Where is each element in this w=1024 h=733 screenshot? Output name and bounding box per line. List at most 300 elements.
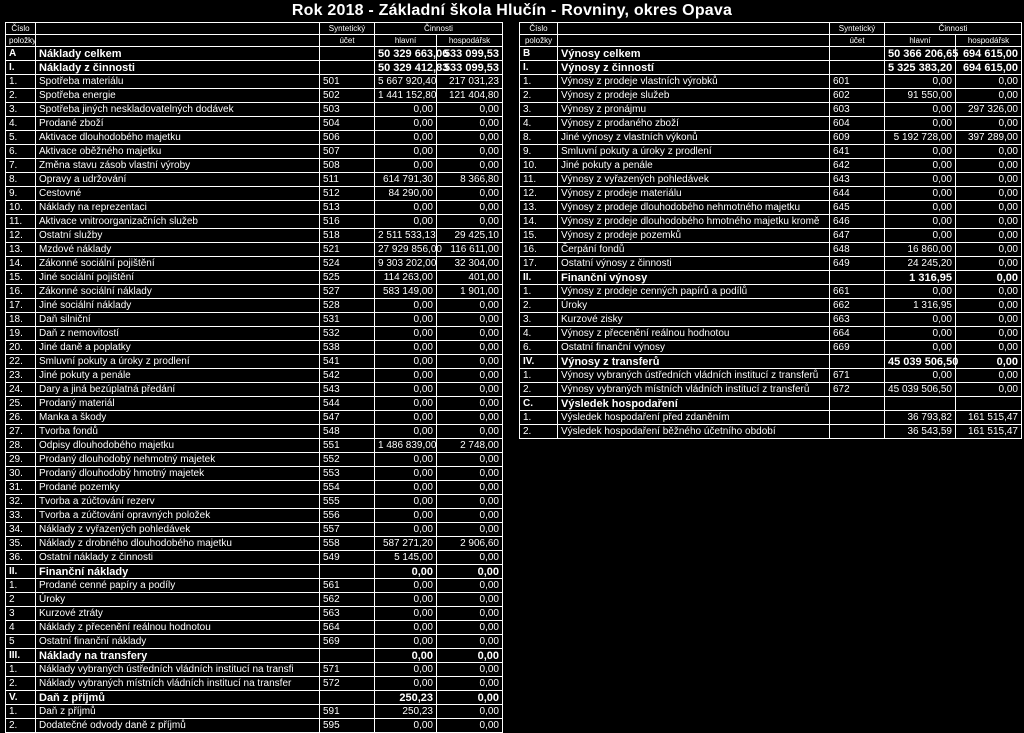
- item-name: Daň silniční: [36, 313, 320, 327]
- main-activity-value: 0,00: [375, 481, 437, 495]
- account-number: [830, 425, 885, 439]
- main-activity-value: 0,00: [375, 663, 437, 677]
- account-number: 647: [830, 229, 885, 243]
- item-name: Jiné pokuty a penále: [36, 369, 320, 383]
- table-row: [6, 243, 503, 257]
- item-number: 25.: [6, 397, 36, 411]
- item-name: Spotřeba jiných neskladovatelných dodávek: [36, 103, 320, 117]
- economic-activity-value: 0,00: [437, 509, 503, 523]
- item-number: 2.: [520, 89, 558, 103]
- account-number: 671: [830, 369, 885, 383]
- item-number: 10.: [6, 201, 36, 215]
- item-name: Výsledek hospodaření před zdaněním: [558, 411, 830, 425]
- item-name: Náklady z činnosti: [36, 61, 320, 75]
- table-row: [6, 61, 503, 75]
- table-row: [6, 663, 503, 677]
- account-number: 556: [320, 509, 375, 523]
- account-number: 563: [320, 607, 375, 621]
- table-row: [6, 285, 503, 299]
- main-activity-value: 614 791,30: [375, 173, 437, 187]
- main-activity-value: 0,00: [885, 327, 956, 341]
- main-activity-value: 0,00: [375, 201, 437, 215]
- item-number-header-2: položky: [520, 35, 558, 47]
- main-activity-value: 24 245,20: [885, 257, 956, 271]
- item-name: Výnosy z prodeje materiálu: [558, 187, 830, 201]
- item-name: Náklady vybraných ústředních vládních institucí na transfi: [36, 663, 320, 677]
- economic-activity-value: 29 425,10: [437, 229, 503, 243]
- item-number: A: [6, 47, 36, 61]
- item-name: Dary a jiná bezúplatná předání: [36, 383, 320, 397]
- table-row: [520, 229, 1022, 243]
- item-name-header-2: [558, 35, 830, 47]
- table-row: [6, 201, 503, 215]
- main-activity-value: 0,00: [375, 649, 437, 663]
- table-row: [520, 201, 1022, 215]
- account-number: 524: [320, 257, 375, 271]
- table-row: [6, 719, 503, 733]
- account-number: 603: [830, 103, 885, 117]
- account-number: 531: [320, 313, 375, 327]
- economic-activity-value: 0,00: [437, 565, 503, 579]
- item-number: 2: [6, 593, 36, 607]
- account-number: 553: [320, 467, 375, 481]
- main-activity-value: 0,00: [885, 229, 956, 243]
- main-activity-value: 50 366 206,65: [885, 47, 956, 61]
- item-number: B: [520, 47, 558, 61]
- economic-activity-value: 0,00: [437, 635, 503, 649]
- economic-activity-value: 533 099,53: [437, 61, 503, 75]
- item-number: 11.: [6, 215, 36, 229]
- main-activity-value: 84 290,00: [375, 187, 437, 201]
- item-number: 1.: [520, 75, 558, 89]
- item-number: IV.: [520, 355, 558, 369]
- account-number: 554: [320, 481, 375, 495]
- main-activity-value: 0,00: [885, 159, 956, 173]
- item-name: Kurzové zisky: [558, 313, 830, 327]
- economic-activity-value: 0,00: [956, 187, 1022, 201]
- table-row: [6, 425, 503, 439]
- item-number: 2.: [6, 677, 36, 691]
- table-row: [6, 313, 503, 327]
- economic-activity-value: 0,00: [956, 201, 1022, 215]
- account-number: 538: [320, 341, 375, 355]
- economic-activity-value: 0,00: [437, 187, 503, 201]
- item-number: 28.: [6, 439, 36, 453]
- economic-activity-value: 161 515,47: [956, 411, 1022, 425]
- item-name: Náklady z drobného dlouhodobého majetku: [36, 537, 320, 551]
- account-number: 661: [830, 285, 885, 299]
- item-name: Náklady z přecenění reálnou hodnotou: [36, 621, 320, 635]
- economic-activity-value: 0,00: [437, 677, 503, 691]
- table-row: [6, 383, 503, 397]
- item-name: Náklady celkem: [36, 47, 320, 61]
- account-number: 542: [320, 369, 375, 383]
- account-number: 548: [320, 425, 375, 439]
- costs-header-row-1: [6, 23, 503, 35]
- account-number: [320, 565, 375, 579]
- item-number: 8.: [520, 131, 558, 145]
- revenues-table-body: [520, 47, 1022, 439]
- item-number: 4.: [520, 327, 558, 341]
- main-activity-value: 45 039 506,50: [885, 355, 956, 369]
- item-number: 6.: [520, 341, 558, 355]
- table-row: [6, 635, 503, 649]
- item-name: Náklady na transfery: [36, 649, 320, 663]
- item-number: 2.: [520, 299, 558, 313]
- table-row: [6, 215, 503, 229]
- table-row: [520, 117, 1022, 131]
- main-activity-value: 114 263,00: [375, 271, 437, 285]
- economic-activity-value: 32 304,00: [437, 257, 503, 271]
- economic-activity-value: 0,00: [437, 495, 503, 509]
- economic-activity-value: 0,00: [437, 145, 503, 159]
- main-activity-value: 0,00: [375, 453, 437, 467]
- main-activity-value: 0,00: [375, 145, 437, 159]
- main-activity-value: 1 316,95: [885, 299, 956, 313]
- account-number: 643: [830, 173, 885, 187]
- item-number: V.: [6, 691, 36, 705]
- item-number: 13.: [6, 243, 36, 257]
- item-number: 2.: [520, 383, 558, 397]
- item-name: Prodaný dlouhodobý hmotný majetek: [36, 467, 320, 481]
- economic-activity-value: 0,00: [437, 593, 503, 607]
- account-number: [830, 355, 885, 369]
- main-activity-value: 0,00: [885, 145, 956, 159]
- economic-activity-value: 0,00: [437, 159, 503, 173]
- account-number: 502: [320, 89, 375, 103]
- main-activity-value: 0,00: [375, 579, 437, 593]
- main-activity-value: 0,00: [375, 607, 437, 621]
- main-activity-value: 1 316,95: [885, 271, 956, 285]
- account-number: 609: [830, 131, 885, 145]
- item-name: Tvorba a zúčtování opravných položek: [36, 509, 320, 523]
- table-row: [6, 537, 503, 551]
- item-name: Výnosy z prodeje pozemků: [558, 229, 830, 243]
- table-row: [520, 327, 1022, 341]
- item-number: 12.: [6, 229, 36, 243]
- account-number: 664: [830, 327, 885, 341]
- table-row: [6, 355, 503, 369]
- table-row: [520, 131, 1022, 145]
- main-activity-value: 50 329 663,06: [375, 47, 437, 61]
- account-number: [320, 47, 375, 61]
- account-number: [320, 61, 375, 75]
- main-activity-value: 0,00: [885, 173, 956, 187]
- economic-activity-value: 0,00: [437, 131, 503, 145]
- item-name: Výnosy z prodeje dlouhodobého nehmotného majetku: [558, 201, 830, 215]
- account-number: 662: [830, 299, 885, 313]
- table-row: [6, 47, 503, 61]
- account-number: 501: [320, 75, 375, 89]
- account-number: 645: [830, 201, 885, 215]
- table-row: [6, 229, 503, 243]
- item-name: Výnosy vybraných ústředních vládních institucí z transferů: [558, 369, 830, 383]
- item-name: Jiné daně a poplatky: [36, 341, 320, 355]
- item-number: 31.: [6, 481, 36, 495]
- synthetic-account-header: Syntetický: [320, 23, 375, 35]
- table-row: [6, 397, 503, 411]
- table-row: [520, 159, 1022, 173]
- account-number: 561: [320, 579, 375, 593]
- account-number: 571: [320, 663, 375, 677]
- main-activity-value: 50 329 412,83: [375, 61, 437, 75]
- item-name: Finanční výnosy: [558, 271, 830, 285]
- table-row: [520, 299, 1022, 313]
- main-activity-value: 0,00: [375, 103, 437, 117]
- main-activity-value: 0,00: [375, 313, 437, 327]
- account-number: 641: [830, 145, 885, 159]
- economic-activity-value: 0,00: [437, 299, 503, 313]
- economic-activity-value: 0,00: [437, 579, 503, 593]
- table-row: [6, 607, 503, 621]
- main-activity-value: 250,23: [375, 705, 437, 719]
- account-number: 513: [320, 201, 375, 215]
- item-name: Prodané pozemky: [36, 481, 320, 495]
- table-row: [6, 495, 503, 509]
- economic-activity-value: 0,00: [956, 313, 1022, 327]
- item-name: Mzdové náklady: [36, 243, 320, 257]
- table-row: [520, 425, 1022, 439]
- item-name: Dodatečné odvody daně z příjmů: [36, 719, 320, 733]
- economic-activity-value: 0,00: [437, 481, 503, 495]
- account-number: 644: [830, 187, 885, 201]
- economic-activity-value: 0,00: [437, 551, 503, 565]
- item-number: 2.: [520, 425, 558, 439]
- activities-header: Činnosti: [375, 23, 503, 35]
- account-number: 528: [320, 299, 375, 313]
- item-number: 26.: [6, 411, 36, 425]
- main-activity-value: 36 543,59: [885, 425, 956, 439]
- main-activity-value: 1 486 839,00: [375, 439, 437, 453]
- item-number: 27.: [6, 425, 36, 439]
- item-name: Smluvní pokuty a úroky z prodlení: [558, 145, 830, 159]
- costs-header-row-2: [6, 35, 503, 47]
- account-number: 663: [830, 313, 885, 327]
- item-name: Prodaný dlouhodobý nehmotný majetek: [36, 453, 320, 467]
- main-activity-value: 0,00: [375, 397, 437, 411]
- item-name-header-2: [36, 35, 320, 47]
- table-row: [6, 621, 503, 635]
- item-name: Kurzové ztráty: [36, 607, 320, 621]
- account-number: 601: [830, 75, 885, 89]
- account-number: [320, 649, 375, 663]
- economic-activity-value: 694 615,00: [956, 61, 1022, 75]
- main-activity-value: 0,00: [375, 523, 437, 537]
- item-name: Ostatní výnosy z činnosti: [558, 257, 830, 271]
- table-row: [6, 705, 503, 719]
- economic-activity-value: 0,00: [956, 145, 1022, 159]
- item-number: II.: [6, 565, 36, 579]
- main-activity-value: 5 325 383,20: [885, 61, 956, 75]
- main-activity-value: 0,00: [885, 117, 956, 131]
- economic-activity-value: 0,00: [437, 103, 503, 117]
- main-activity-value: 36 793,82: [885, 411, 956, 425]
- item-name: Výnosy vybraných místních vládních institucí z transferů: [558, 383, 830, 397]
- economic-activity-value: 161 515,47: [956, 425, 1022, 439]
- item-number: 17.: [6, 299, 36, 313]
- main-activity-value: 0,00: [375, 621, 437, 635]
- table-row: [6, 649, 503, 663]
- item-number: 8.: [6, 173, 36, 187]
- economic-activity-value: 0,00: [437, 467, 503, 481]
- account-number: 572: [320, 677, 375, 691]
- account-number: 604: [830, 117, 885, 131]
- economic-activity-value: 0,00: [437, 201, 503, 215]
- economic-activity-header: hospodářsk: [956, 35, 1022, 47]
- item-number: 4.: [520, 117, 558, 131]
- table-row: [6, 145, 503, 159]
- economic-activity-value: 0,00: [437, 621, 503, 635]
- table-row: [520, 383, 1022, 397]
- account-number: [320, 691, 375, 705]
- account-number: 649: [830, 257, 885, 271]
- item-number: 29.: [6, 453, 36, 467]
- account-number: 564: [320, 621, 375, 635]
- main-activity-value: 0,00: [375, 425, 437, 439]
- item-number: 10.: [520, 159, 558, 173]
- item-name: Úroky: [36, 593, 320, 607]
- account-number: 549: [320, 551, 375, 565]
- table-row: [6, 593, 503, 607]
- table-row: [520, 411, 1022, 425]
- account-number: [830, 397, 885, 411]
- main-activity-value: 0,00: [375, 341, 437, 355]
- revenues-header-row-2: [520, 35, 1022, 47]
- economic-activity-header: hospodářsk: [437, 35, 503, 47]
- item-name: Náklady na reprezentaci: [36, 201, 320, 215]
- account-number: 595: [320, 719, 375, 733]
- economic-activity-value: 121 404,80: [437, 89, 503, 103]
- item-number: 5: [6, 635, 36, 649]
- table-row: [6, 467, 503, 481]
- economic-activity-value: 0,00: [437, 355, 503, 369]
- economic-activity-value: 0,00: [956, 159, 1022, 173]
- item-number: 3.: [6, 103, 36, 117]
- item-number: 24.: [6, 383, 36, 397]
- item-number: 16.: [6, 285, 36, 299]
- economic-activity-value: 0,00: [956, 271, 1022, 285]
- table-row: [520, 313, 1022, 327]
- item-name: Tvorba fondů: [36, 425, 320, 439]
- main-activity-value: 0,00: [375, 467, 437, 481]
- table-row: [6, 411, 503, 425]
- economic-activity-value: 1 901,00: [437, 285, 503, 299]
- item-name: Daň z příjmů: [36, 705, 320, 719]
- economic-activity-value: 217 031,23: [437, 75, 503, 89]
- account-number: 512: [320, 187, 375, 201]
- account-number: 525: [320, 271, 375, 285]
- costs-table: [5, 22, 503, 733]
- item-number: 15.: [6, 271, 36, 285]
- main-activity-value: 0,00: [375, 159, 437, 173]
- account-number: 508: [320, 159, 375, 173]
- main-activity-value: 27 929 856,00: [375, 243, 437, 257]
- economic-activity-value: 0,00: [956, 355, 1022, 369]
- table-row: [520, 103, 1022, 117]
- item-name: Zákonné sociální náklady: [36, 285, 320, 299]
- item-name: Výnosy z transferů: [558, 355, 830, 369]
- item-name-header: [558, 23, 830, 35]
- account-number: 557: [320, 523, 375, 537]
- economic-activity-value: 8 366,80: [437, 173, 503, 187]
- economic-activity-value: 0,00: [956, 229, 1022, 243]
- main-activity-value: 0,00: [375, 593, 437, 607]
- economic-activity-value: [956, 397, 1022, 411]
- account-number: 602: [830, 89, 885, 103]
- table-row: [520, 47, 1022, 61]
- economic-activity-value: 0,00: [956, 285, 1022, 299]
- main-activity-value: 45 039 506,50: [885, 383, 956, 397]
- item-number: 33.: [6, 509, 36, 523]
- economic-activity-value: 0,00: [956, 215, 1022, 229]
- revenues-table: [519, 22, 1022, 439]
- item-number: 35.: [6, 537, 36, 551]
- economic-activity-value: 116 611,00: [437, 243, 503, 257]
- economic-activity-value: 401,00: [437, 271, 503, 285]
- table-row: [6, 173, 503, 187]
- table-row: [6, 341, 503, 355]
- table-row: [6, 131, 503, 145]
- item-number: 16.: [520, 243, 558, 257]
- main-activity-value: 0,00: [375, 635, 437, 649]
- item-number: 3.: [520, 313, 558, 327]
- economic-activity-value: 694 615,00: [956, 47, 1022, 61]
- main-activity-value: 0,00: [885, 215, 956, 229]
- item-number: 9.: [6, 187, 36, 201]
- item-name: Náklady vybraných místních vládních institucí na transfer: [36, 677, 320, 691]
- table-row: [6, 481, 503, 495]
- item-number: 19.: [6, 327, 36, 341]
- table-row: [6, 103, 503, 117]
- economic-activity-value: 0,00: [437, 607, 503, 621]
- main-activity-value: [885, 397, 956, 411]
- item-number: 1.: [6, 75, 36, 89]
- item-number: 13.: [520, 201, 558, 215]
- account-number: [830, 47, 885, 61]
- item-number: 18.: [6, 313, 36, 327]
- economic-activity-value: 0,00: [956, 299, 1022, 313]
- table-row: [520, 61, 1022, 75]
- main-activity-value: 0,00: [375, 369, 437, 383]
- table-row: [520, 215, 1022, 229]
- item-name: Opravy a udržování: [36, 173, 320, 187]
- main-activity-value: 250,23: [375, 691, 437, 705]
- table-row: [520, 187, 1022, 201]
- main-activity-header: hlavní: [375, 35, 437, 47]
- item-number: 14.: [6, 257, 36, 271]
- economic-activity-value: 0,00: [956, 369, 1022, 383]
- main-activity-value: 16 860,00: [885, 243, 956, 257]
- table-row: [6, 299, 503, 313]
- item-name: Daň z příjmů: [36, 691, 320, 705]
- main-activity-value: 0,00: [885, 313, 956, 327]
- item-number: 3.: [520, 103, 558, 117]
- main-activity-value: 0,00: [885, 369, 956, 383]
- main-activity-value: 0,00: [375, 355, 437, 369]
- economic-activity-value: 0,00: [437, 705, 503, 719]
- main-activity-header: hlavní: [885, 35, 956, 47]
- account-number: 507: [320, 145, 375, 159]
- main-activity-value: 0,00: [375, 411, 437, 425]
- item-number-header: Číslo: [520, 23, 558, 35]
- account-number: 544: [320, 397, 375, 411]
- account-number: 547: [320, 411, 375, 425]
- item-name: Výnosy z prodeje vlastních výrobků: [558, 75, 830, 89]
- item-number: 23.: [6, 369, 36, 383]
- main-activity-value: 0,00: [885, 285, 956, 299]
- economic-activity-value: 0,00: [437, 663, 503, 677]
- item-name-header: [36, 23, 320, 35]
